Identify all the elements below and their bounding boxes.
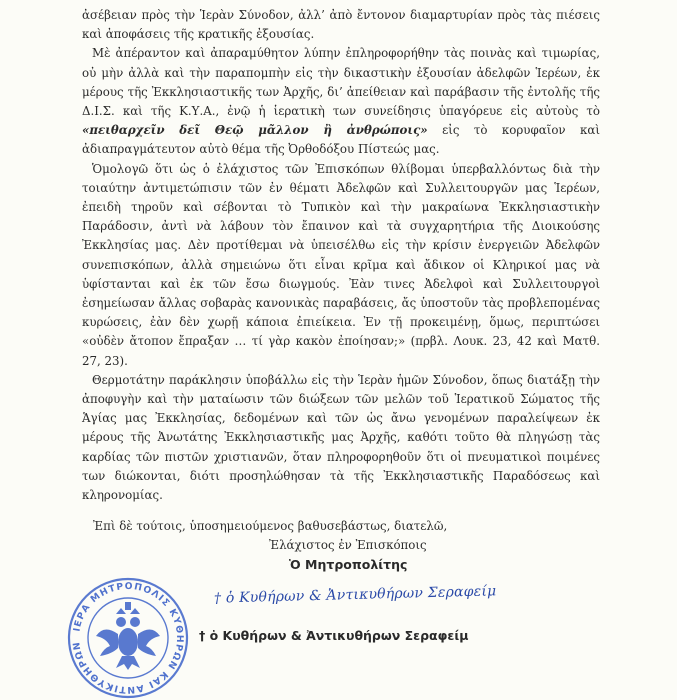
- double-headed-eagle-icon: [96, 602, 160, 670]
- printed-signature: † ὁ Κυθήρων & Ἀντικυθήρων Σεραφείμ: [199, 628, 469, 643]
- paragraph-3: Ὁμολογῶ ὅτι ὡς ὁ ἐλάχιστος τῶν Ἐπισκόπων θλίβομαι ὑπερβαλλόντως διὰ τὴν τοιαύτην ἀντιμετώπισιν τῶν ἐν θέματι Ἀδελφῶν καὶ Συλλειτουργῶν μας Ἱερέων, ἐπειδὴ τηροῦν καὶ σέβονται τὸ Τυπικὸν καὶ τὴν μακραίωνα Ἐκκλησιαστικὴν Παράδοσιν, ἀντὶ νὰ λάβουν τὸν ἔπαινον καὶ τὰ συγχαρητήρια τῆς Διοικούσης Ἐκκλησίας μας. Δὲν προτίθεμαι νὰ ὑπεισέλθω εἰς τὴν κρίσιν ἐνεργειῶν Ἀδελφῶν συνεπισκόπων, ἀλλὰ σημειώνω ὅτι εἶναι κρῖμα καὶ ἄδικον οἱ Κληρικοί μας νὰ ὑφίστανται καὶ ἐκ τῶν ἔσω διωγμούς. Ἐὰν τινες Ἀδελφοὶ καὶ Συλλειτουργοὶ ἐσημείωσαν ἄλλας σοβαρὰς κανονικὰς παραβάσεις, ἄς ὑποστοῦν τὰς προβλεπομένας κυρώσεις, ἐὰν δὲν χωρῇ κάποια ἐπιείκεια. Ἐν τῇ προκειμένῃ, ὅμως, περιπτώσει «οὐδὲν ἄτοπον ἔπραξαν … τί γὰρ κακὸν ἐποίησαν;» (πρβλ. Λουκ. 23, 42 καὶ Ματθ. 27, 23).: [82, 161, 600, 368]
- paragraph-2-emphasis: «πειθαρχεῖν δεῖ Θεῷ μᾶλλον ἢ ἀνθρώποις»: [82, 123, 428, 138]
- metropolis-seal: [66, 576, 190, 700]
- closing-humble: Ἐλάχιστος ἐν Ἐπισκόποις: [269, 538, 427, 552]
- paragraph-2-text-after: εἰς τὸ κορυφαῖον καὶ ἀδιαπραγμάτευτον αὐτὸ θέμα τῆς Ὀρθοδόξου Πίστεώς μας.: [82, 123, 600, 157]
- closing-line: Ἐπὶ δὲ τούτοις, ὑποσημειούμενος βαθυσεβάστως, διατελῶ,: [93, 519, 448, 533]
- handwritten-signature: † ὁ Κυθήρων & Ἀντικυθήρων Σεραφείμ: [213, 583, 497, 607]
- paragraph-2: [82, 44, 600, 159]
- closing-title: Ὁ Μητροπολίτης: [289, 557, 408, 572]
- paragraph-1: ἀσέβειαν πρὸς τὴν Ἱερὰν Σύνοδον, ἀλλ’ ἀπὸ ἔντονον διαμαρτυρίαν πρὸς τὰς πιέσεις καὶ ἀποφάσεις τῆς κρατικῆς ἐξουσίας.: [82, 8, 600, 42]
- document-body: [82, 6, 600, 505]
- seal-text: ΙΕΡΑ ΜΗΤΡΟΠΟΛΙΣ ΚΥΘΗΡΩΝ ΚΑΙ ΑΝΤΙΚΥΘΗΡΩΝ: [70, 580, 186, 696]
- paragraph-2-text-before: Μὲ ἀπέραντον καὶ ἀπαραμύθητον λύπην ἐπληροφορήθην τὰς ποινὰς καὶ τιμωρίας, οὐ μὴν ἀλλὰ καὶ τὴν παραπομπὴν εἰς τὴν δικαστικὴν ἐξουσίαν ἀδελφῶν Ἱερέων, ἐκ μέρους τῆς Ἐκκλησιαστικῆς των Ἀρχῆς, δι’ ἀπείθειαν καὶ παράβασιν τῆς ἐντολῆς τῆς Δ.Ι.Σ. καὶ τῆς Κ.Υ.Α., ἐνῷ ἡ ἱερατικὴ των συνείδησις ὑπαγόρευε εἰς αὐτοὺς τὸ: [82, 46, 600, 119]
- paragraph-4: Θερμοτάτην παράκλησιν ὑποβάλλω εἰς τὴν Ἱερὰν ἡμῶν Σύνοδον, ὅπως διατάξῃ τὴν ἀποφυγὴν καὶ τὴν ματαίωσιν τῶν διώξεων τῶν μελῶν τοῦ Ἱερατικοῦ Σώματος τῆς Ἁγίας μας Ἐκκλησίας, δεδομένων καὶ τῶν ὡς ἄνω γενομένων παραλείψεων ἐκ μέρους τῆς Ἀνωτάτης Ἐκκλησιαστικῆς μας Ἀρχῆς, καθότι τοῦτο θὰ πληγώσῃ τὰς καρδίας τῶν πιστῶν χριστιανῶν, ὅταν πληροφορηθοῦν ὅτι οἱ πνευματικοὶ ποιμένες των διώκονται, διότι προσηλώθησαν τὰ τῆς Ἐκκλησιαστικῆς Παραδόσεως καὶ κληρονομίας.: [82, 372, 600, 503]
